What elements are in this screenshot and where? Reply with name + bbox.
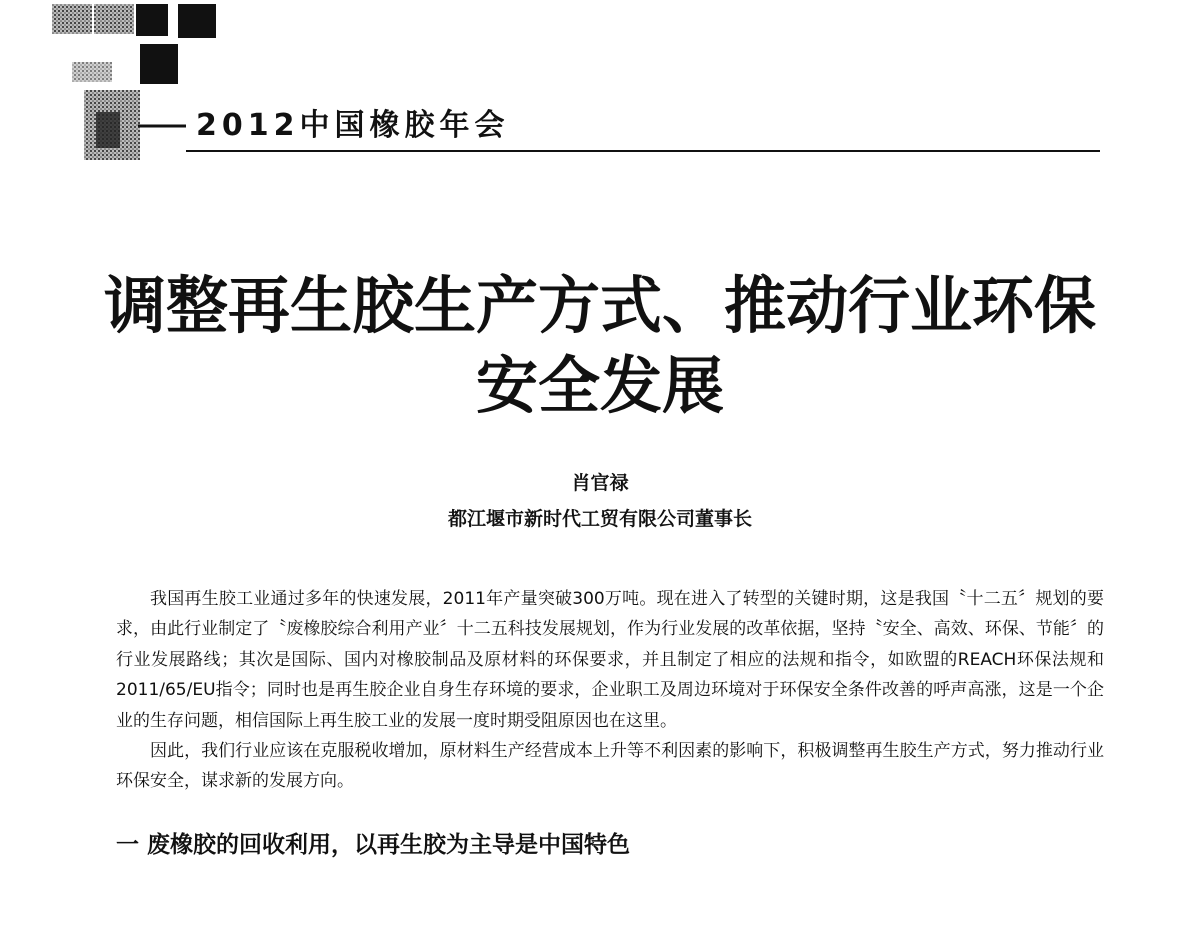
- author-affiliation: 都江堰市新时代工贸有限公司董事长: [447, 508, 752, 530]
- body-paragraph: 因此，我们行业应该在克服税收增加，原材料生产经营成本上升等不利因素的影响下，积极调整再生胶生产方式，努力推动行业环保安全，谋求新的发展方向。: [116, 741, 1104, 792]
- body-paragraph: 我国再生胶工业通过多年的快速发展，2011年产量突破300万吨。现在进入了转型的关键时期，这是我国〝十二五〞规划的要求，由此行业制定了〝废橡胶综合利用产业〞十二五科技发展规划，作为行业发展的改革依据，坚持〝安全、高效、环保、节能〞的行业发展路线；其次是国际、国内对橡胶制品及原材料的环保要求，并且制定了相应的法规和指令，如欧盟的REACH环保法规和2011/65/EU指令；同时也是再生胶企业自身生存环境的要求，企业职工及周边环境对于环保安全条件改善的呼声高涨，这是一个企业的生存问题，相信国际上再生胶工业的发展一度时期受阻原因也在这里。: [116, 589, 1104, 731]
- article-title: [90, 266, 1110, 426]
- article-title-line-2: 安全发展: [475, 349, 724, 422]
- conference-header: 2012中国橡胶年会: [196, 108, 510, 143]
- article-body: [116, 584, 1104, 797]
- conference-logo: [50, 2, 220, 170]
- section-heading: 一 废橡胶的回收利用，以再生胶为主导是中国特色: [116, 832, 631, 858]
- article-title-line-1: 调整再生胶生产方式、推动行业环保: [103, 269, 1096, 342]
- header-divider: [186, 150, 1100, 152]
- author-name: 肖官禄: [571, 472, 629, 494]
